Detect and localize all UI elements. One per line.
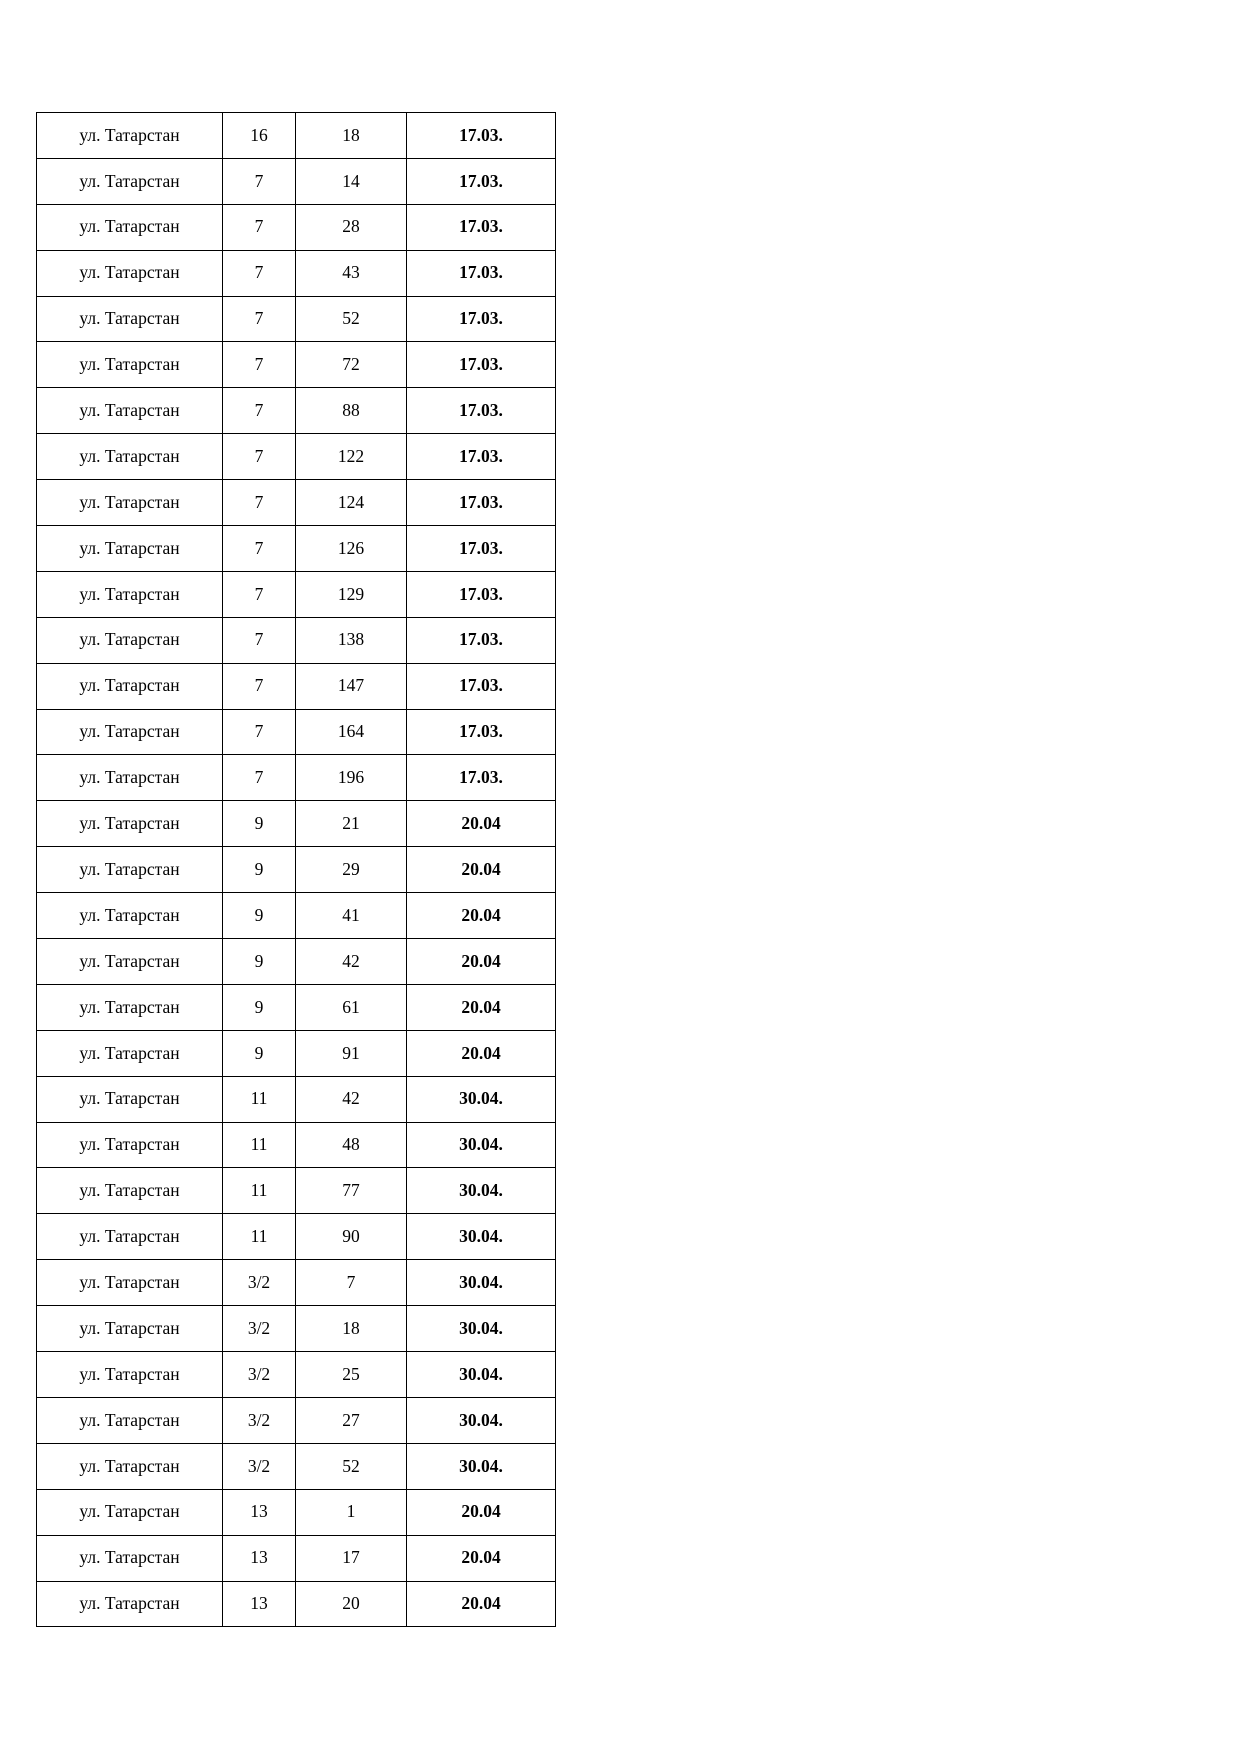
date-cell: 30.04. bbox=[407, 1076, 556, 1122]
date-cell: 17.03. bbox=[407, 709, 556, 755]
table-body bbox=[37, 113, 556, 1627]
house-number-cell: 9 bbox=[223, 801, 296, 847]
table-row bbox=[37, 1443, 556, 1489]
date-cell: 17.03. bbox=[407, 571, 556, 617]
street-cell: ул. Татарстан bbox=[37, 113, 223, 159]
table-row bbox=[37, 526, 556, 572]
table-row bbox=[37, 1030, 556, 1076]
apartment-number-cell: 52 bbox=[296, 1443, 407, 1489]
table-row bbox=[37, 1168, 556, 1214]
house-number-cell: 7 bbox=[223, 388, 296, 434]
date-cell: 30.04. bbox=[407, 1352, 556, 1398]
date-cell: 17.03. bbox=[407, 296, 556, 342]
table-row bbox=[37, 939, 556, 985]
apartment-number-cell: 29 bbox=[296, 847, 407, 893]
table-row bbox=[37, 1260, 556, 1306]
house-number-cell: 3/2 bbox=[223, 1397, 296, 1443]
street-cell: ул. Татарстан bbox=[37, 1214, 223, 1260]
apartment-number-cell: 52 bbox=[296, 296, 407, 342]
street-cell: ул. Татарстан bbox=[37, 1306, 223, 1352]
date-cell: 17.03. bbox=[407, 755, 556, 801]
apartment-number-cell: 164 bbox=[296, 709, 407, 755]
address-schedule-table bbox=[36, 112, 556, 1627]
street-cell: ул. Татарстан bbox=[37, 1122, 223, 1168]
house-number-cell: 7 bbox=[223, 434, 296, 480]
street-cell: ул. Татарстан bbox=[37, 342, 223, 388]
date-cell: 30.04. bbox=[407, 1397, 556, 1443]
date-cell: 30.04. bbox=[407, 1260, 556, 1306]
date-cell: 17.03. bbox=[407, 434, 556, 480]
apartment-number-cell: 25 bbox=[296, 1352, 407, 1398]
street-cell: ул. Татарстан bbox=[37, 709, 223, 755]
table-row bbox=[37, 1214, 556, 1260]
apartment-number-cell: 21 bbox=[296, 801, 407, 847]
house-number-cell: 7 bbox=[223, 571, 296, 617]
street-cell: ул. Татарстан bbox=[37, 434, 223, 480]
street-cell: ул. Татарстан bbox=[37, 296, 223, 342]
apartment-number-cell: 18 bbox=[296, 1306, 407, 1352]
apartment-number-cell: 42 bbox=[296, 939, 407, 985]
date-cell: 17.03. bbox=[407, 204, 556, 250]
street-cell: ул. Татарстан bbox=[37, 250, 223, 296]
street-cell: ул. Татарстан bbox=[37, 1581, 223, 1627]
apartment-number-cell: 91 bbox=[296, 1030, 407, 1076]
street-cell: ул. Татарстан bbox=[37, 893, 223, 939]
table-row bbox=[37, 1076, 556, 1122]
apartment-number-cell: 72 bbox=[296, 342, 407, 388]
apartment-number-cell: 147 bbox=[296, 663, 407, 709]
house-number-cell: 11 bbox=[223, 1214, 296, 1260]
date-cell: 30.04. bbox=[407, 1306, 556, 1352]
apartment-number-cell: 90 bbox=[296, 1214, 407, 1260]
table-row bbox=[37, 1489, 556, 1535]
apartment-number-cell: 1 bbox=[296, 1489, 407, 1535]
apartment-number-cell: 48 bbox=[296, 1122, 407, 1168]
date-cell: 17.03. bbox=[407, 113, 556, 159]
house-number-cell: 9 bbox=[223, 893, 296, 939]
date-cell: 17.03. bbox=[407, 388, 556, 434]
date-cell: 20.04 bbox=[407, 801, 556, 847]
table-row bbox=[37, 388, 556, 434]
date-cell: 30.04. bbox=[407, 1443, 556, 1489]
house-number-cell: 3/2 bbox=[223, 1352, 296, 1398]
table-row bbox=[37, 250, 556, 296]
date-cell: 20.04 bbox=[407, 939, 556, 985]
house-number-cell: 3/2 bbox=[223, 1260, 296, 1306]
house-number-cell: 9 bbox=[223, 939, 296, 985]
house-number-cell: 9 bbox=[223, 984, 296, 1030]
house-number-cell: 7 bbox=[223, 342, 296, 388]
house-number-cell: 7 bbox=[223, 526, 296, 572]
street-cell: ул. Татарстан bbox=[37, 1076, 223, 1122]
street-cell: ул. Татарстан bbox=[37, 1352, 223, 1398]
date-cell: 17.03. bbox=[407, 250, 556, 296]
house-number-cell: 7 bbox=[223, 250, 296, 296]
house-number-cell: 3/2 bbox=[223, 1443, 296, 1489]
apartment-number-cell: 126 bbox=[296, 526, 407, 572]
street-cell: ул. Татарстан bbox=[37, 847, 223, 893]
house-number-cell: 11 bbox=[223, 1122, 296, 1168]
table-row bbox=[37, 434, 556, 480]
house-number-cell: 9 bbox=[223, 1030, 296, 1076]
street-cell: ул. Татарстан bbox=[37, 1168, 223, 1214]
apartment-number-cell: 28 bbox=[296, 204, 407, 250]
apartment-number-cell: 77 bbox=[296, 1168, 407, 1214]
house-number-cell: 7 bbox=[223, 296, 296, 342]
house-number-cell: 11 bbox=[223, 1076, 296, 1122]
street-cell: ул. Татарстан bbox=[37, 984, 223, 1030]
apartment-number-cell: 42 bbox=[296, 1076, 407, 1122]
street-cell: ул. Татарстан bbox=[37, 1030, 223, 1076]
house-number-cell: 13 bbox=[223, 1581, 296, 1627]
table-row bbox=[37, 204, 556, 250]
table-row bbox=[37, 296, 556, 342]
apartment-number-cell: 61 bbox=[296, 984, 407, 1030]
table-row bbox=[37, 755, 556, 801]
apartment-number-cell: 124 bbox=[296, 480, 407, 526]
table-row bbox=[37, 1581, 556, 1627]
date-cell: 20.04 bbox=[407, 1581, 556, 1627]
date-cell: 17.03. bbox=[407, 663, 556, 709]
table-row bbox=[37, 113, 556, 159]
street-cell: ул. Татарстан bbox=[37, 801, 223, 847]
street-cell: ул. Татарстан bbox=[37, 617, 223, 663]
apartment-number-cell: 122 bbox=[296, 434, 407, 480]
date-cell: 17.03. bbox=[407, 158, 556, 204]
apartment-number-cell: 17 bbox=[296, 1535, 407, 1581]
street-cell: ул. Татарстан bbox=[37, 571, 223, 617]
table-row bbox=[37, 801, 556, 847]
table-row bbox=[37, 342, 556, 388]
street-cell: ул. Татарстан bbox=[37, 939, 223, 985]
house-number-cell: 7 bbox=[223, 709, 296, 755]
house-number-cell: 7 bbox=[223, 617, 296, 663]
street-cell: ул. Татарстан bbox=[37, 204, 223, 250]
apartment-number-cell: 27 bbox=[296, 1397, 407, 1443]
table-row bbox=[37, 847, 556, 893]
table-row bbox=[37, 571, 556, 617]
table-row bbox=[37, 480, 556, 526]
date-cell: 30.04. bbox=[407, 1122, 556, 1168]
house-number-cell: 7 bbox=[223, 204, 296, 250]
street-cell: ул. Татарстан bbox=[37, 158, 223, 204]
date-cell: 20.04 bbox=[407, 893, 556, 939]
date-cell: 20.04 bbox=[407, 1030, 556, 1076]
street-cell: ул. Татарстан bbox=[37, 526, 223, 572]
house-number-cell: 13 bbox=[223, 1489, 296, 1535]
house-number-cell: 13 bbox=[223, 1535, 296, 1581]
apartment-number-cell: 41 bbox=[296, 893, 407, 939]
apartment-number-cell: 14 bbox=[296, 158, 407, 204]
date-cell: 17.03. bbox=[407, 342, 556, 388]
table-row bbox=[37, 984, 556, 1030]
table-row bbox=[37, 1306, 556, 1352]
date-cell: 30.04. bbox=[407, 1168, 556, 1214]
date-cell: 20.04 bbox=[407, 984, 556, 1030]
street-cell: ул. Татарстан bbox=[37, 1489, 223, 1535]
apartment-number-cell: 196 bbox=[296, 755, 407, 801]
table-row bbox=[37, 1352, 556, 1398]
table-row bbox=[37, 617, 556, 663]
table-row bbox=[37, 893, 556, 939]
apartment-number-cell: 7 bbox=[296, 1260, 407, 1306]
apartment-number-cell: 129 bbox=[296, 571, 407, 617]
house-number-cell: 11 bbox=[223, 1168, 296, 1214]
house-number-cell: 7 bbox=[223, 755, 296, 801]
street-cell: ул. Татарстан bbox=[37, 1443, 223, 1489]
date-cell: 30.04. bbox=[407, 1214, 556, 1260]
table-row bbox=[37, 1535, 556, 1581]
table-row bbox=[37, 709, 556, 755]
house-number-cell: 16 bbox=[223, 113, 296, 159]
table-row bbox=[37, 663, 556, 709]
street-cell: ул. Татарстан bbox=[37, 755, 223, 801]
street-cell: ул. Татарстан bbox=[37, 1260, 223, 1306]
date-cell: 20.04 bbox=[407, 1535, 556, 1581]
date-cell: 17.03. bbox=[407, 617, 556, 663]
date-cell: 20.04 bbox=[407, 847, 556, 893]
street-cell: ул. Татарстан bbox=[37, 663, 223, 709]
date-cell: 17.03. bbox=[407, 526, 556, 572]
date-cell: 17.03. bbox=[407, 480, 556, 526]
apartment-number-cell: 43 bbox=[296, 250, 407, 296]
house-number-cell: 9 bbox=[223, 847, 296, 893]
apartment-number-cell: 20 bbox=[296, 1581, 407, 1627]
house-number-cell: 7 bbox=[223, 663, 296, 709]
apartment-number-cell: 88 bbox=[296, 388, 407, 434]
apartment-number-cell: 18 bbox=[296, 113, 407, 159]
table-row bbox=[37, 1397, 556, 1443]
house-number-cell: 7 bbox=[223, 158, 296, 204]
apartment-number-cell: 138 bbox=[296, 617, 407, 663]
street-cell: ул. Татарстан bbox=[37, 1397, 223, 1443]
street-cell: ул. Татарстан bbox=[37, 480, 223, 526]
table-row bbox=[37, 1122, 556, 1168]
date-cell: 20.04 bbox=[407, 1489, 556, 1535]
street-cell: ул. Татарстан bbox=[37, 388, 223, 434]
street-cell: ул. Татарстан bbox=[37, 1535, 223, 1581]
table-row bbox=[37, 158, 556, 204]
house-number-cell: 3/2 bbox=[223, 1306, 296, 1352]
house-number-cell: 7 bbox=[223, 480, 296, 526]
